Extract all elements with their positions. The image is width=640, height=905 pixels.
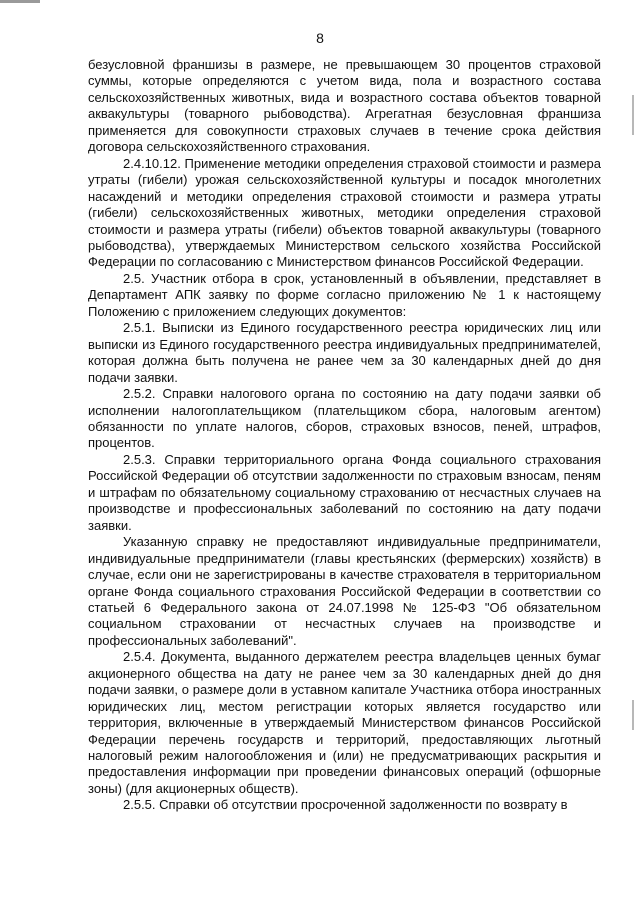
scan-edge-artifact [632, 700, 634, 730]
scan-edge-artifact [632, 95, 634, 135]
paragraph-franchise-continuation: безусловной франшизы в размере, не превышающем 30 процентов страховой суммы, которые определяются с учетом вида, пола и возрастного состава сельскохозяйственных животных, вида и возрастного состава объектов товарной аквакультуры (товарного рыбоводства). Агрегатная безусловная франшиза применяется для совокупности страховых случаев в течение срока действия договора сельскохозяйственного страхования. [88, 57, 601, 155]
paragraph-exemption-note: Указанную справку не предоставляют индивидуальные предприниматели, индивидуальные предприниматели (главы крестьянских (фермерских) хозяйств) в случае, если они не зарегистрированы в качестве страхователя в территориальном органе Фонда социального страхования Российской Федерации в соответствии со статьей 6 Федерального закона от 24.07.1998 № 125-ФЗ "Об обязательном социальном страховании от несчастных случаев на производстве и профессиональных заболеваний". [88, 534, 601, 648]
scan-artifact-mark [0, 0, 40, 3]
paragraph-2-5-2: 2.5.2. Справки налогового органа по состоянию на дату подачи заявки об исполнении налогоплательщиком (плательщиком сбора, налоговым агентом) обязанности по уплате налогов, сборов, страховых взносов, пеней, штрафов, процентов. [88, 386, 601, 451]
paragraph-2-5-1: 2.5.1. Выписки из Единого государственного реестра юридических лиц или выписки из Единого государственного реестра индивидуальных предпринимателей, которая должна быть получена не ранее чем за 30 календарных дней до дня подачи заявки. [88, 320, 601, 385]
paragraph-2-4-10-12: 2.4.10.12. Применение методики определения страховой стоимости и размера утраты (гибели) урожая сельскохозяйственной культуры и посадок многолетних насаждений и методики определения страховой стоимости и размера утраты (гибели) сельскохозяйственных животных, методики определения страховой стоимости и размера утраты (гибели) объектов товарной аквакультуры (товарного рыбоводства), утверждаемых Министерством сельского хозяйства Российской Федерации по согласованию с Министерством финансов Российской Федерации. [88, 155, 601, 270]
page-number: 8 [316, 30, 324, 46]
paragraph-2-5-3: 2.5.3. Справки территориального органа Фонда социального страхования Российской Федерации об отсутствии задолженности по страховым взносам, пеням и штрафам по обязательному социальному страхованию от несчастных случаев на производстве и профессиональных заболеваний по состоянию на дату подачи заявки. [88, 451, 601, 533]
document-body [88, 57, 601, 814]
paragraph-2-5: 2.5. Участник отбора в срок, установленный в объявлении, представляет в Департамент АПК заявку по форме согласно приложению № 1 к настоящему Положению с приложением следующих документов: [88, 270, 601, 319]
paragraph-2-5-4: 2.5.4. Документа, выданного держателем реестра владельцев ценных бумаг акционерного общества на дату не ранее чем за 30 календарных дней до дня подачи заявки, о размере доли в уставном капитале Участника отбора иностранных юридических лиц, местом регистрации которых является государство или территория, включенные в утверждаемый Министерством финансов Российской Федерации перечень государств и территорий, предоставляющих льготный налоговый режим налогообложения и (или) не предусматривающих раскрытия и предоставления информации при проведении финансовых операций (офшорные зоны) (для акционерных обществ). [88, 649, 601, 796]
paragraph-2-5-5: 2.5.5. Справки об отсутствии просроченной задолженности по возврату в [123, 797, 568, 813]
